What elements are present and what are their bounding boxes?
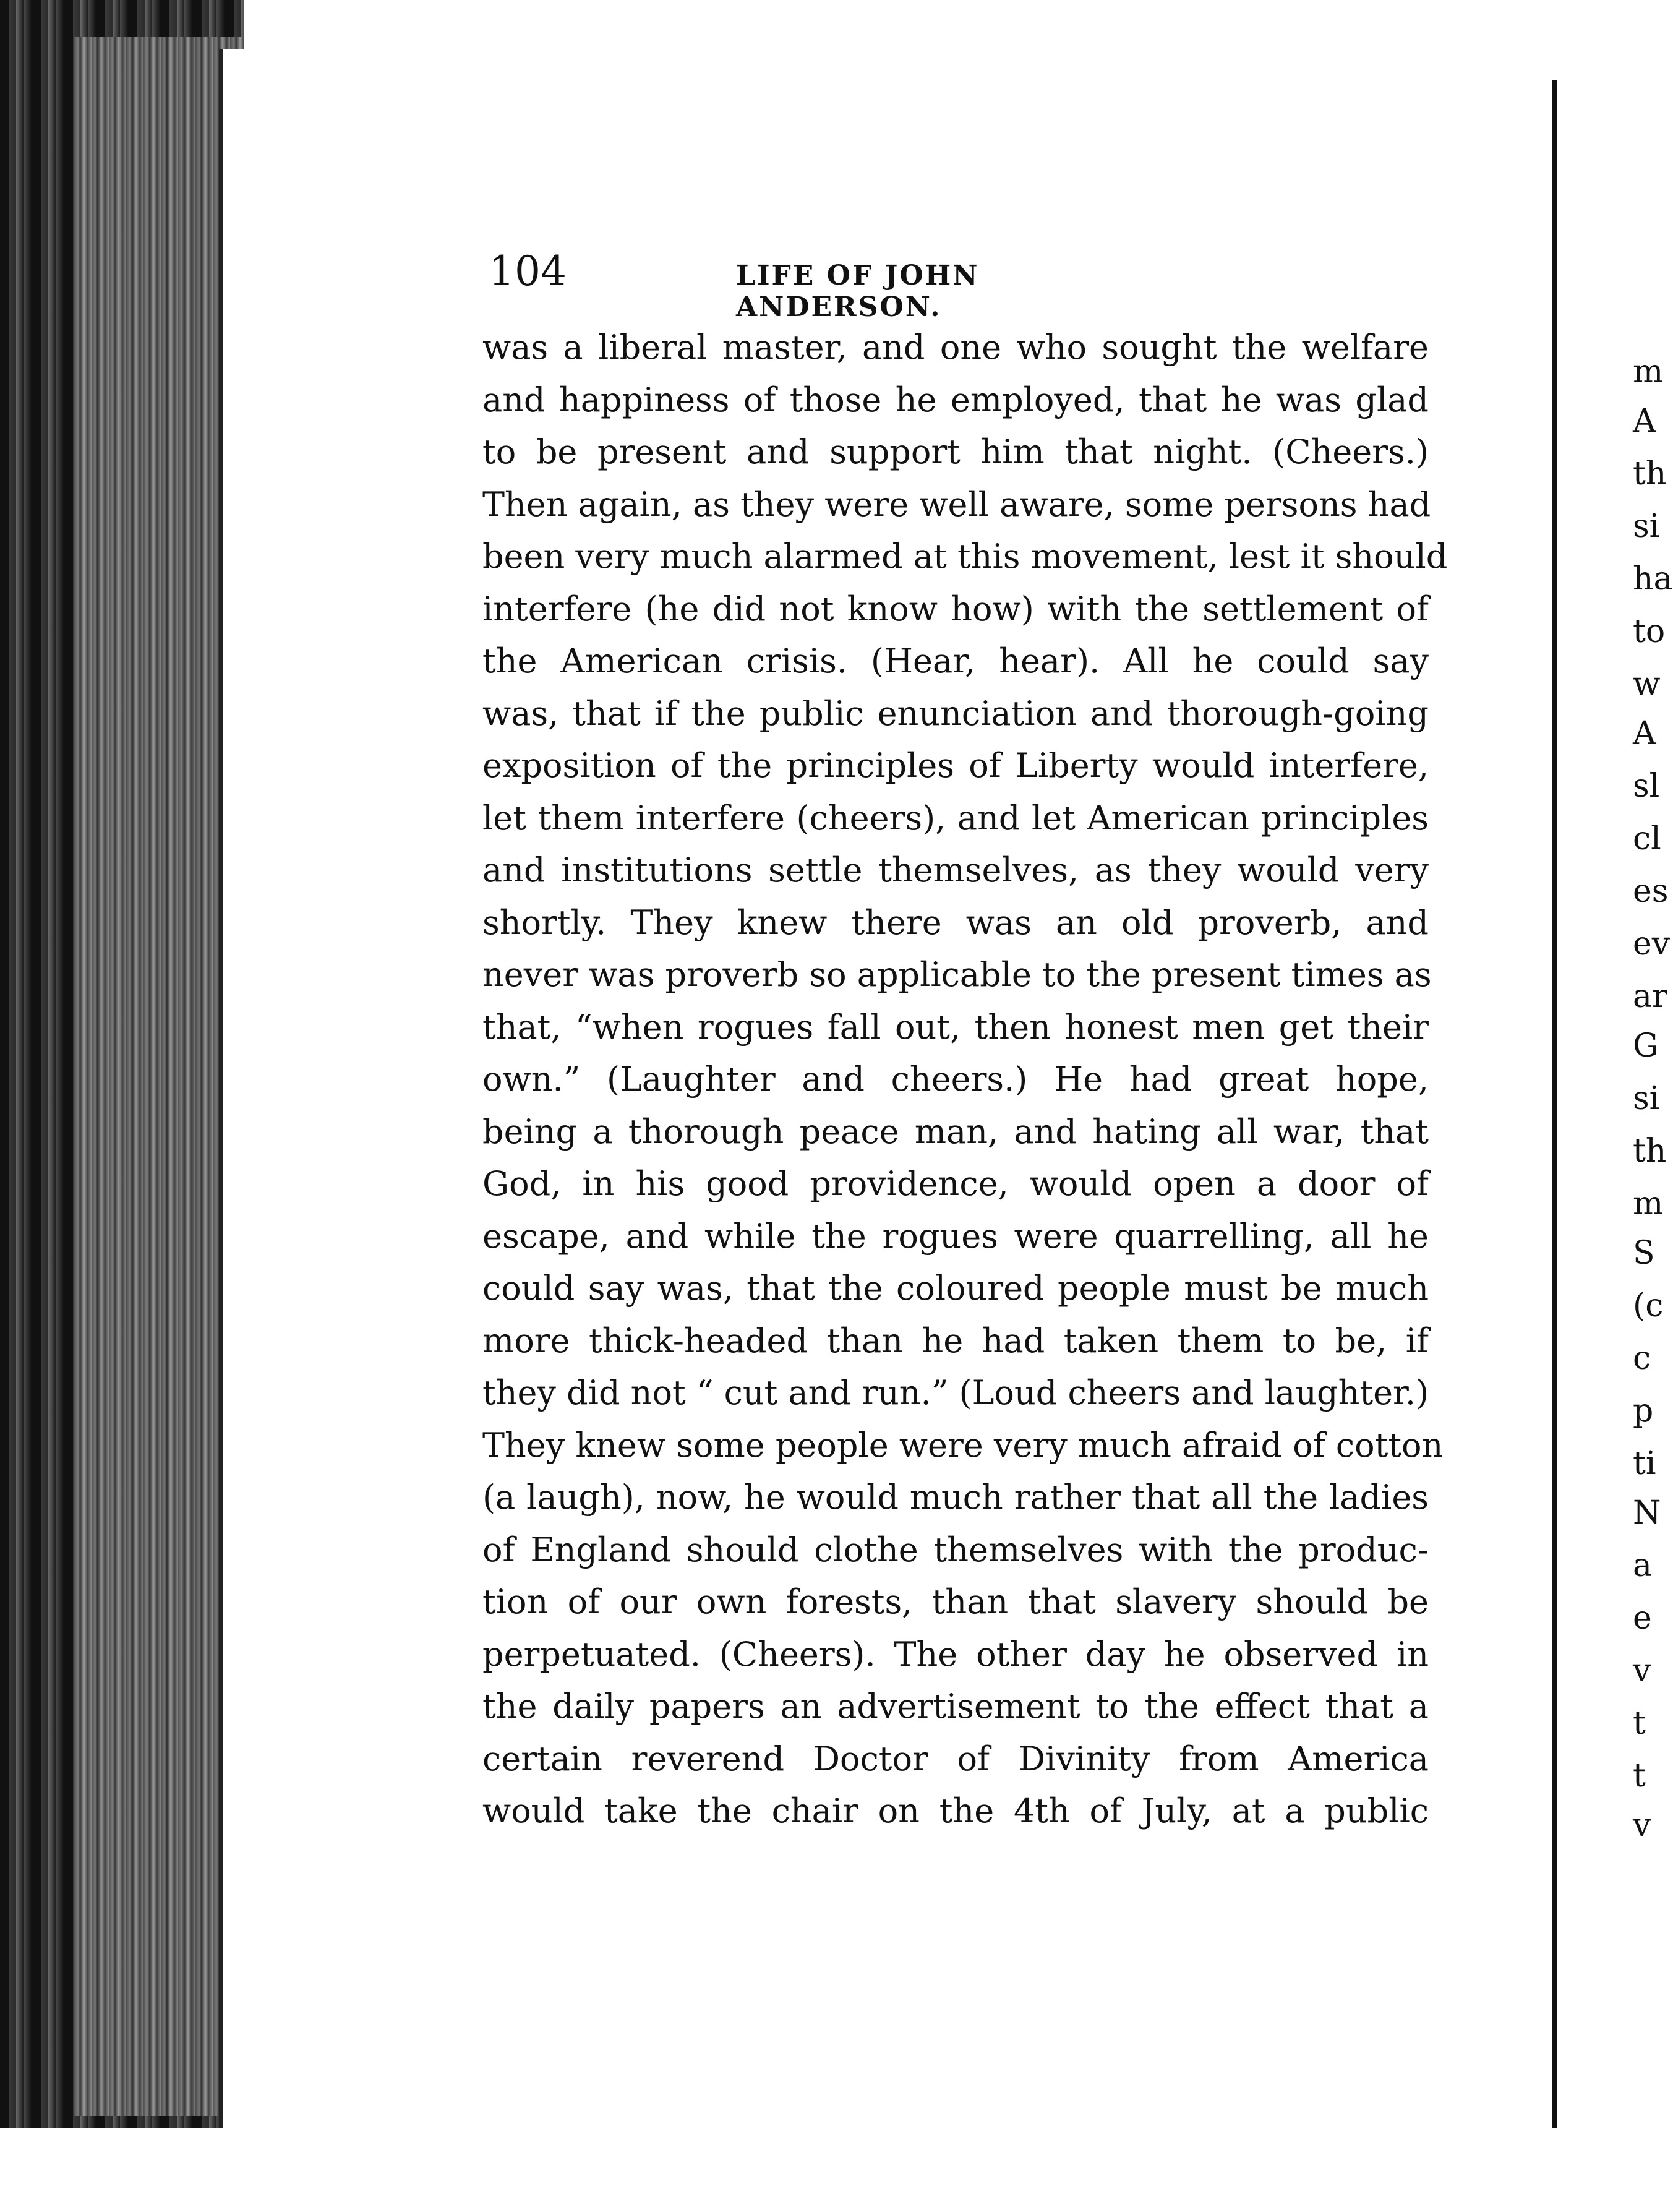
facing-page-fragment: c <box>1633 1340 1651 1377</box>
facing-page-fragment: ar <box>1633 978 1667 1015</box>
facing-page-fragment: si <box>1633 508 1660 545</box>
text-line: to be present and support him that night. (Cheers.) <box>482 432 1429 471</box>
facing-page-fragment: th <box>1633 455 1667 492</box>
book-edge <box>0 0 244 2212</box>
facing-page-fragment: (c <box>1633 1287 1664 1324</box>
facing-page-fragment: A <box>1633 403 1656 440</box>
text-line: never was proverb so applicable to the present times as <box>482 955 1432 994</box>
text-line: they did not “ cut and run.” (Loud cheers and laughter.) <box>482 1373 1429 1412</box>
facing-page-fragment: a <box>1633 1547 1653 1584</box>
facing-page-fragment: sl <box>1633 768 1660 805</box>
scan-margin <box>0 2128 1662 2212</box>
facing-page-fragment: ev <box>1633 925 1671 962</box>
text-line: escape, and while the rogues were quarrelling, all he <box>482 1216 1429 1256</box>
facing-page-fragment: p <box>1633 1392 1654 1430</box>
text-line: of England should clothe themselves with the produc- <box>482 1530 1429 1569</box>
text-line: and institutions settle themselves, as they would very <box>482 851 1429 890</box>
text-line: the American crisis. (Hear, hear). All he could say <box>482 641 1429 680</box>
text-line: (a laugh), now, he would much rather that all the ladies <box>482 1478 1429 1517</box>
facing-page-fragment: cl <box>1633 820 1661 857</box>
facing-page-fragment: ti <box>1633 1445 1656 1482</box>
text-line: Then again, as they were well aware, some persons had <box>482 484 1431 524</box>
text-line: been very much alarmed at this movement, lest it should <box>482 537 1448 576</box>
text-line: perpetuated. (Cheers). The other day he observed in <box>482 1634 1429 1674</box>
gutter <box>1534 0 1552 2212</box>
text-line: certain reverend Doctor of Divinity from America <box>482 1739 1429 1778</box>
facing-page-fragment: m <box>1633 353 1664 390</box>
facing-page-fragment: A <box>1633 715 1656 752</box>
facing-page-fragment: N <box>1633 1494 1661 1532</box>
facing-page-fragment: G <box>1633 1027 1659 1065</box>
text-line: more thick-headed than he had taken them to be, if <box>482 1321 1429 1360</box>
page-number: 104 <box>489 247 567 295</box>
text-line: They knew some people were very much afraid of cotton <box>482 1425 1444 1465</box>
facing-page-fragment: ha <box>1633 560 1673 598</box>
page-header <box>489 247 1187 323</box>
text-line: interfere (he did not know how) with the settlement of <box>482 589 1429 628</box>
facing-page-fragment: v <box>1633 1652 1651 1689</box>
facing-page-fragment: th <box>1633 1133 1667 1170</box>
text-line: was a liberal master, and one who sought the welfare <box>482 328 1429 367</box>
text-line: being a thorough peace man, and hating all war, that <box>482 1112 1429 1151</box>
text-line: let them interfere (cheers), and let American principles <box>482 798 1429 838</box>
facing-page-fragment: e <box>1633 1600 1652 1637</box>
facing-page-fragment: t <box>1633 1705 1646 1742</box>
facing-page-fragment: to <box>1633 613 1666 650</box>
text-line: was, that if the public enunciation and thorough-going <box>482 693 1429 733</box>
facing-page-fragment: t <box>1633 1757 1646 1794</box>
facing-page-fragment: es <box>1633 873 1669 910</box>
facing-page-fragment: m <box>1633 1185 1664 1222</box>
text-line: would take the chair on the 4th of July, at a public <box>482 1791 1429 1830</box>
text-line: could say was, that the coloured people must be much <box>482 1269 1429 1308</box>
facing-page-fragment: w <box>1633 666 1661 703</box>
body-text <box>482 322 1448 1838</box>
text-line: own.” (Laughter and cheers.) He had great hope, <box>482 1060 1429 1099</box>
text-line: God, in his good providence, would open a door of <box>482 1164 1429 1203</box>
text-line: that, “when rogues fall out, then honest men get their <box>482 1007 1429 1047</box>
text-line: exposition of the principles of Liberty would interfere, <box>482 746 1429 785</box>
facing-page-fragment: S <box>1633 1235 1655 1272</box>
facing-page-fragment: v <box>1633 1807 1651 1844</box>
text-line: shortly. They knew there was an old proverb, and <box>482 902 1429 942</box>
text-line: tion of our own forests, than that slavery should be <box>482 1582 1429 1621</box>
text-line: the daily papers an advertisement to the effect that a <box>482 1687 1429 1726</box>
facing-page-fragment: si <box>1633 1080 1660 1117</box>
running-head: LIFE OF JOHN ANDERSON. <box>736 260 980 323</box>
text-line: and happiness of those he employed, that he was glad <box>482 380 1429 419</box>
